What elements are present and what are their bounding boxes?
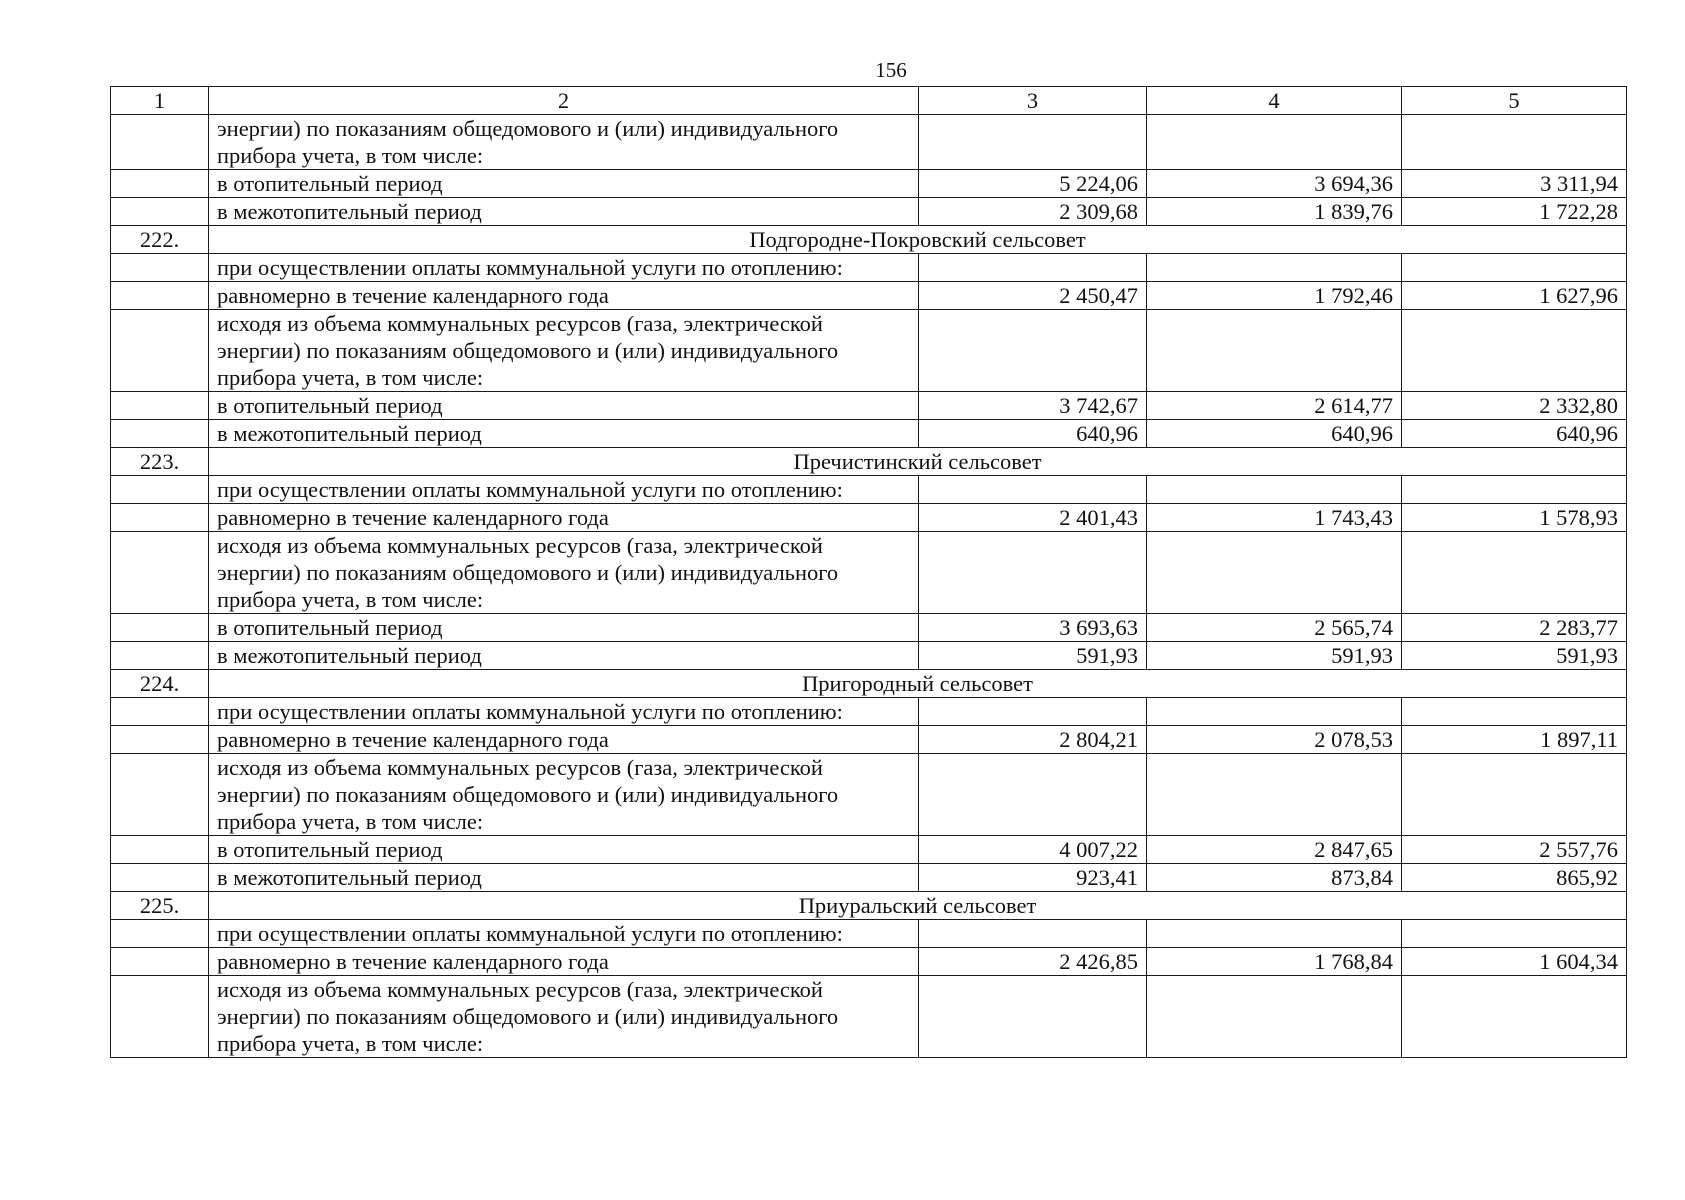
table-row bbox=[111, 170, 1627, 198]
value-col-3 bbox=[919, 115, 1147, 170]
row-description: в отопительный период bbox=[209, 170, 919, 198]
section-number: 224. bbox=[111, 670, 209, 698]
row-description: при осуществлении оплаты коммунальной услуги по отоплению: bbox=[209, 920, 919, 948]
value-col-3: 2 450,47 bbox=[919, 282, 1147, 310]
table-row bbox=[111, 642, 1627, 670]
value-col-3: 3 742,67 bbox=[919, 392, 1147, 420]
section-title: Пречистинский сельсовет bbox=[209, 448, 1627, 476]
value-col-5: 2 283,77 bbox=[1402, 614, 1627, 642]
row-number-cell bbox=[111, 392, 209, 420]
value-col-4: 1 839,76 bbox=[1147, 198, 1402, 226]
value-col-5: 1 604,34 bbox=[1402, 948, 1627, 976]
value-col-5: 1 627,96 bbox=[1402, 282, 1627, 310]
value-col-5 bbox=[1402, 532, 1627, 614]
row-description: в отопительный период bbox=[209, 836, 919, 864]
table-row bbox=[111, 976, 1627, 1058]
row-number-cell bbox=[111, 115, 209, 170]
column-header: 4 bbox=[1147, 87, 1402, 115]
value-col-4: 640,96 bbox=[1147, 420, 1402, 448]
table-row bbox=[111, 864, 1627, 892]
value-col-4: 2 565,74 bbox=[1147, 614, 1402, 642]
value-col-4 bbox=[1147, 115, 1402, 170]
row-description: в отопительный период bbox=[209, 614, 919, 642]
row-number-cell bbox=[111, 920, 209, 948]
value-col-5 bbox=[1402, 115, 1627, 170]
tariff-table bbox=[110, 86, 1627, 1058]
value-col-4 bbox=[1147, 476, 1402, 504]
section-title: Приуральский сельсовет bbox=[209, 892, 1627, 920]
value-col-3: 2 804,21 bbox=[919, 726, 1147, 754]
table-row bbox=[111, 310, 1627, 392]
row-description: исходя из объема коммунальных ресурсов (газа, электрической энергии) по показаниям общедомового и (или) индивидуального прибора учета, в том числе: bbox=[209, 310, 919, 392]
table-row bbox=[111, 754, 1627, 836]
value-col-4: 1 792,46 bbox=[1147, 282, 1402, 310]
section-row bbox=[111, 448, 1627, 476]
row-number-cell bbox=[111, 504, 209, 532]
column-header-row bbox=[111, 87, 1627, 115]
table-row bbox=[111, 948, 1627, 976]
value-col-5 bbox=[1402, 698, 1627, 726]
value-col-5: 1 578,93 bbox=[1402, 504, 1627, 532]
section-row bbox=[111, 892, 1627, 920]
value-col-4: 3 694,36 bbox=[1147, 170, 1402, 198]
column-header: 5 bbox=[1402, 87, 1627, 115]
section-title: Подгородне-Покровский сельсовет bbox=[209, 226, 1627, 254]
row-number-cell bbox=[111, 726, 209, 754]
value-col-4 bbox=[1147, 532, 1402, 614]
value-col-5 bbox=[1402, 476, 1627, 504]
value-col-4 bbox=[1147, 920, 1402, 948]
row-description: равномерно в течение календарного года bbox=[209, 504, 919, 532]
row-number-cell bbox=[111, 948, 209, 976]
row-description: равномерно в течение календарного года bbox=[209, 948, 919, 976]
column-header: 2 bbox=[209, 87, 919, 115]
row-description: равномерно в течение календарного года bbox=[209, 726, 919, 754]
row-number-cell bbox=[111, 420, 209, 448]
value-col-3 bbox=[919, 754, 1147, 836]
value-col-3 bbox=[919, 920, 1147, 948]
value-col-5: 1 897,11 bbox=[1402, 726, 1627, 754]
value-col-3 bbox=[919, 976, 1147, 1058]
value-col-4: 2 078,53 bbox=[1147, 726, 1402, 754]
value-col-4: 2 614,77 bbox=[1147, 392, 1402, 420]
section-row bbox=[111, 226, 1627, 254]
value-col-4 bbox=[1147, 754, 1402, 836]
row-number-cell bbox=[111, 698, 209, 726]
section-number: 223. bbox=[111, 448, 209, 476]
table-row bbox=[111, 392, 1627, 420]
value-col-3 bbox=[919, 476, 1147, 504]
value-col-3 bbox=[919, 532, 1147, 614]
section-number: 225. bbox=[111, 892, 209, 920]
row-description: при осуществлении оплаты коммунальной услуги по отоплению: bbox=[209, 254, 919, 282]
value-col-3: 4 007,22 bbox=[919, 836, 1147, 864]
table-row bbox=[111, 282, 1627, 310]
row-description: в межотопительный период bbox=[209, 642, 919, 670]
value-col-3: 2 426,85 bbox=[919, 948, 1147, 976]
table-row bbox=[111, 115, 1627, 170]
row-number-cell bbox=[111, 170, 209, 198]
row-number-cell bbox=[111, 976, 209, 1058]
row-number-cell bbox=[111, 282, 209, 310]
value-col-5 bbox=[1402, 254, 1627, 282]
row-description: исходя из объема коммунальных ресурсов (газа, электрической энергии) по показаниям общедомового и (или) индивидуального прибора учета, в том числе: bbox=[209, 754, 919, 836]
table-row bbox=[111, 614, 1627, 642]
value-col-5 bbox=[1402, 310, 1627, 392]
value-col-3: 2 401,43 bbox=[919, 504, 1147, 532]
value-col-3: 2 309,68 bbox=[919, 198, 1147, 226]
row-number-cell bbox=[111, 198, 209, 226]
value-col-3: 923,41 bbox=[919, 864, 1147, 892]
value-col-3 bbox=[919, 698, 1147, 726]
row-description: энергии) по показаниям общедомового и (или) индивидуального прибора учета, в том числе: bbox=[209, 115, 919, 170]
row-number-cell bbox=[111, 254, 209, 282]
column-header: 1 bbox=[111, 87, 209, 115]
row-description: исходя из объема коммунальных ресурсов (газа, электрической энергии) по показаниям общедомового и (или) индивидуального прибора учета, в том числе: bbox=[209, 976, 919, 1058]
row-description: в межотопительный период bbox=[209, 420, 919, 448]
tariff-table-body bbox=[111, 87, 1627, 1058]
value-col-5: 2 332,80 bbox=[1402, 392, 1627, 420]
table-row bbox=[111, 698, 1627, 726]
row-description: в межотопительный период bbox=[209, 198, 919, 226]
value-col-3: 591,93 bbox=[919, 642, 1147, 670]
value-col-5 bbox=[1402, 754, 1627, 836]
table-row bbox=[111, 198, 1627, 226]
value-col-5: 640,96 bbox=[1402, 420, 1627, 448]
value-col-4 bbox=[1147, 976, 1402, 1058]
row-number-cell bbox=[111, 476, 209, 504]
row-number-cell bbox=[111, 310, 209, 392]
value-col-4: 873,84 bbox=[1147, 864, 1402, 892]
row-number-cell bbox=[111, 864, 209, 892]
value-col-5 bbox=[1402, 976, 1627, 1058]
row-number-cell bbox=[111, 614, 209, 642]
table-row bbox=[111, 920, 1627, 948]
value-col-5: 591,93 bbox=[1402, 642, 1627, 670]
table-row bbox=[111, 836, 1627, 864]
row-number-cell bbox=[111, 642, 209, 670]
value-col-5: 1 722,28 bbox=[1402, 198, 1627, 226]
row-number-cell bbox=[111, 532, 209, 614]
value-col-3: 5 224,06 bbox=[919, 170, 1147, 198]
value-col-3 bbox=[919, 310, 1147, 392]
row-description: при осуществлении оплаты коммунальной услуги по отоплению: bbox=[209, 476, 919, 504]
page-number: 156 bbox=[875, 58, 907, 82]
value-col-3: 3 693,63 bbox=[919, 614, 1147, 642]
value-col-5: 865,92 bbox=[1402, 864, 1627, 892]
row-description: в межотопительный период bbox=[209, 864, 919, 892]
row-description: исходя из объема коммунальных ресурсов (газа, электрической энергии) по показаниям общедомового и (или) индивидуального прибора учета, в том числе: bbox=[209, 532, 919, 614]
value-col-5: 3 311,94 bbox=[1402, 170, 1627, 198]
row-description: равномерно в течение календарного года bbox=[209, 282, 919, 310]
value-col-5 bbox=[1402, 920, 1627, 948]
section-row bbox=[111, 670, 1627, 698]
row-number-cell bbox=[111, 754, 209, 836]
row-number-cell bbox=[111, 836, 209, 864]
section-title: Пригородный сельсовет bbox=[209, 670, 1627, 698]
section-number: 222. bbox=[111, 226, 209, 254]
row-description: в отопительный период bbox=[209, 392, 919, 420]
table-row bbox=[111, 504, 1627, 532]
table-row bbox=[111, 532, 1627, 614]
value-col-4 bbox=[1147, 310, 1402, 392]
value-col-4: 1 743,43 bbox=[1147, 504, 1402, 532]
value-col-5: 2 557,76 bbox=[1402, 836, 1627, 864]
table-row bbox=[111, 420, 1627, 448]
value-col-3: 640,96 bbox=[919, 420, 1147, 448]
value-col-4: 2 847,65 bbox=[1147, 836, 1402, 864]
value-col-4: 1 768,84 bbox=[1147, 948, 1402, 976]
value-col-3 bbox=[919, 254, 1147, 282]
column-header: 3 bbox=[919, 87, 1147, 115]
value-col-4: 591,93 bbox=[1147, 642, 1402, 670]
table-row bbox=[111, 254, 1627, 282]
row-description: при осуществлении оплаты коммунальной услуги по отоплению: bbox=[209, 698, 919, 726]
value-col-4 bbox=[1147, 698, 1402, 726]
value-col-4 bbox=[1147, 254, 1402, 282]
table-row bbox=[111, 476, 1627, 504]
table-row bbox=[111, 726, 1627, 754]
